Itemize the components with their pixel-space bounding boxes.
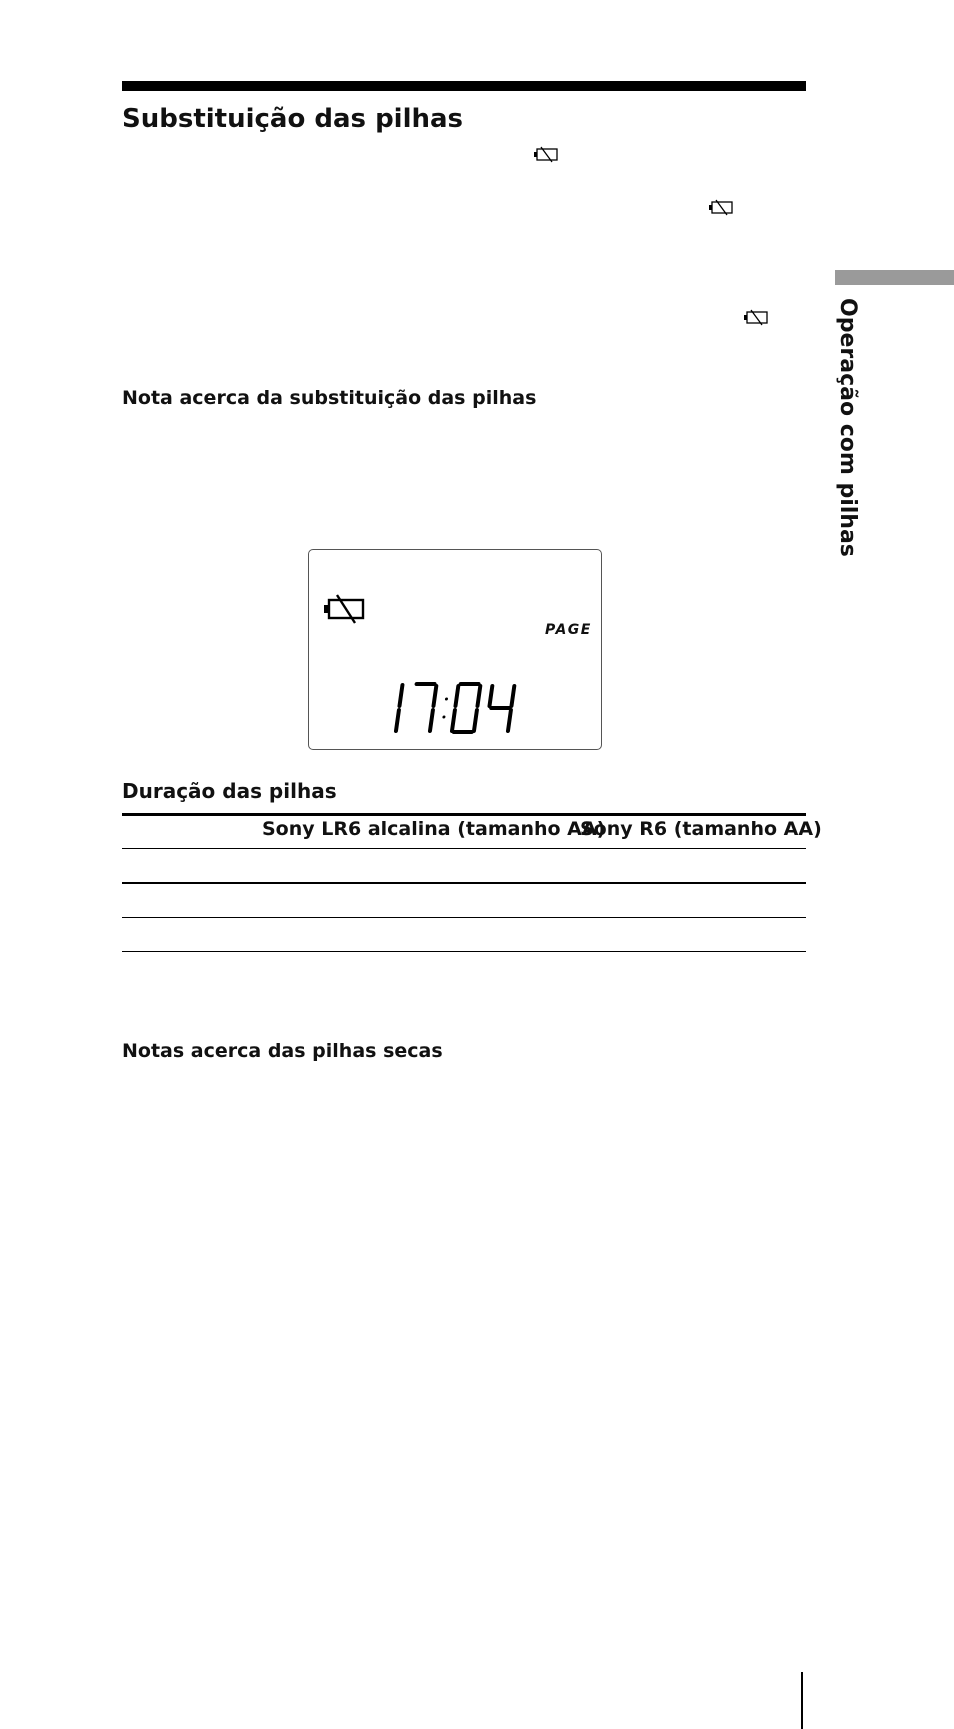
table-header-r6: Sony R6 (tamanho AA) xyxy=(580,818,822,840)
lcd-page-indicator: PAGE xyxy=(545,622,592,638)
table-row xyxy=(122,848,806,849)
dry-cells-heading: Notas acerca das pilhas secas xyxy=(122,1040,443,1062)
duration-heading: Duração das pilhas xyxy=(122,779,337,803)
page-title: Substituição das pilhas xyxy=(122,104,464,134)
lcd-display xyxy=(308,549,602,750)
table-row xyxy=(122,951,806,952)
table-row xyxy=(122,917,806,918)
table-top-rule xyxy=(122,813,806,816)
note-heading: Nota acerca da substituição das pilhas xyxy=(122,387,537,409)
battery-low-icon xyxy=(532,146,560,163)
battery-low-icon xyxy=(707,199,735,216)
battery-low-icon xyxy=(323,594,367,624)
top-rule xyxy=(122,81,806,91)
lcd-clock-digits xyxy=(387,681,517,735)
side-tab-label: Operação com pilhas xyxy=(835,298,860,557)
table-row xyxy=(122,882,806,884)
table-header-alkaline: Sony LR6 alcalina (tamanho AA) xyxy=(262,818,606,840)
battery-low-icon xyxy=(742,309,770,326)
page-edge-rule xyxy=(801,1672,803,1729)
side-tab-marker xyxy=(835,270,954,285)
